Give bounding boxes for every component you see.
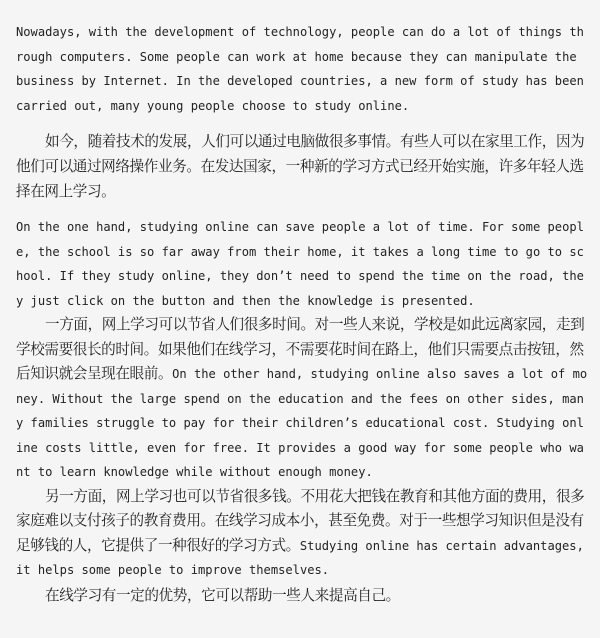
paragraph-time-english: On the one hand, studying online can save people a lot of time. For some people, the school is so far away from their home, it takes a long time to go to school. If they study online, they don’t need to spend the time on the road, they just click on the button and then the knowledge is presented. — [16, 220, 584, 308]
paragraph-intro-english: Nowadays, with the development of technology, people can do a lot of things through computers. Some people can work at home because they can manipulate the business by Internet. In the developed countries, a new form of study has been carried out, many young people choose to study online. — [16, 25, 584, 113]
paragraph-intro-chinese: 如今，随着技术的发展，人们可以通过电脑做很多事情。有些人可以在家里工作，因为他们可以通过网络操作业务。在发达国家，一种新的学习方式已经开始实施，许多年轻人选择在网上学习。 — [16, 133, 585, 200]
text-time-chinese: 一方面，网上学习可以节省人们很多时间。对一些人来说，学校是如此远离家园，走到学校需要很长的时间。如果他们在线学习，不需要花时间在路上，他们只需要点击按钮，然后知识就会呈现在眼前。 — [16, 316, 585, 382]
text-money-chinese: 另一方面，网上学习也可以节省很多钱。不用花大把钱在教育和其他方面的费用，很多家庭难以支付孩子的教育费用。在线学习成本小，甚至免费。对于一些想学习知识但是没有足够钱的人，它提供了一种很好的学习方式。 — [16, 487, 585, 554]
paragraph-conclusion-chinese: 在线学习有一定的优势，它可以帮助一些人来提高自己。 — [45, 586, 400, 604]
paragraph-money-conclusion-mixed — [16, 485, 588, 583]
text-conclusion-english: Studying online has certain advantages, it helps some people to improve themselves. — [16, 538, 584, 577]
paragraph-time-money-mixed — [16, 313, 588, 485]
text-money-english: On the other hand, studying online also saves a lot of money. Without the large spend on the education and the fees on other sides, many families struggle to pay for their children’s educational cost. Studying online costs little, even for free. It provides a good way for some people who want to learn knowledge while without enough money. — [16, 367, 588, 479]
